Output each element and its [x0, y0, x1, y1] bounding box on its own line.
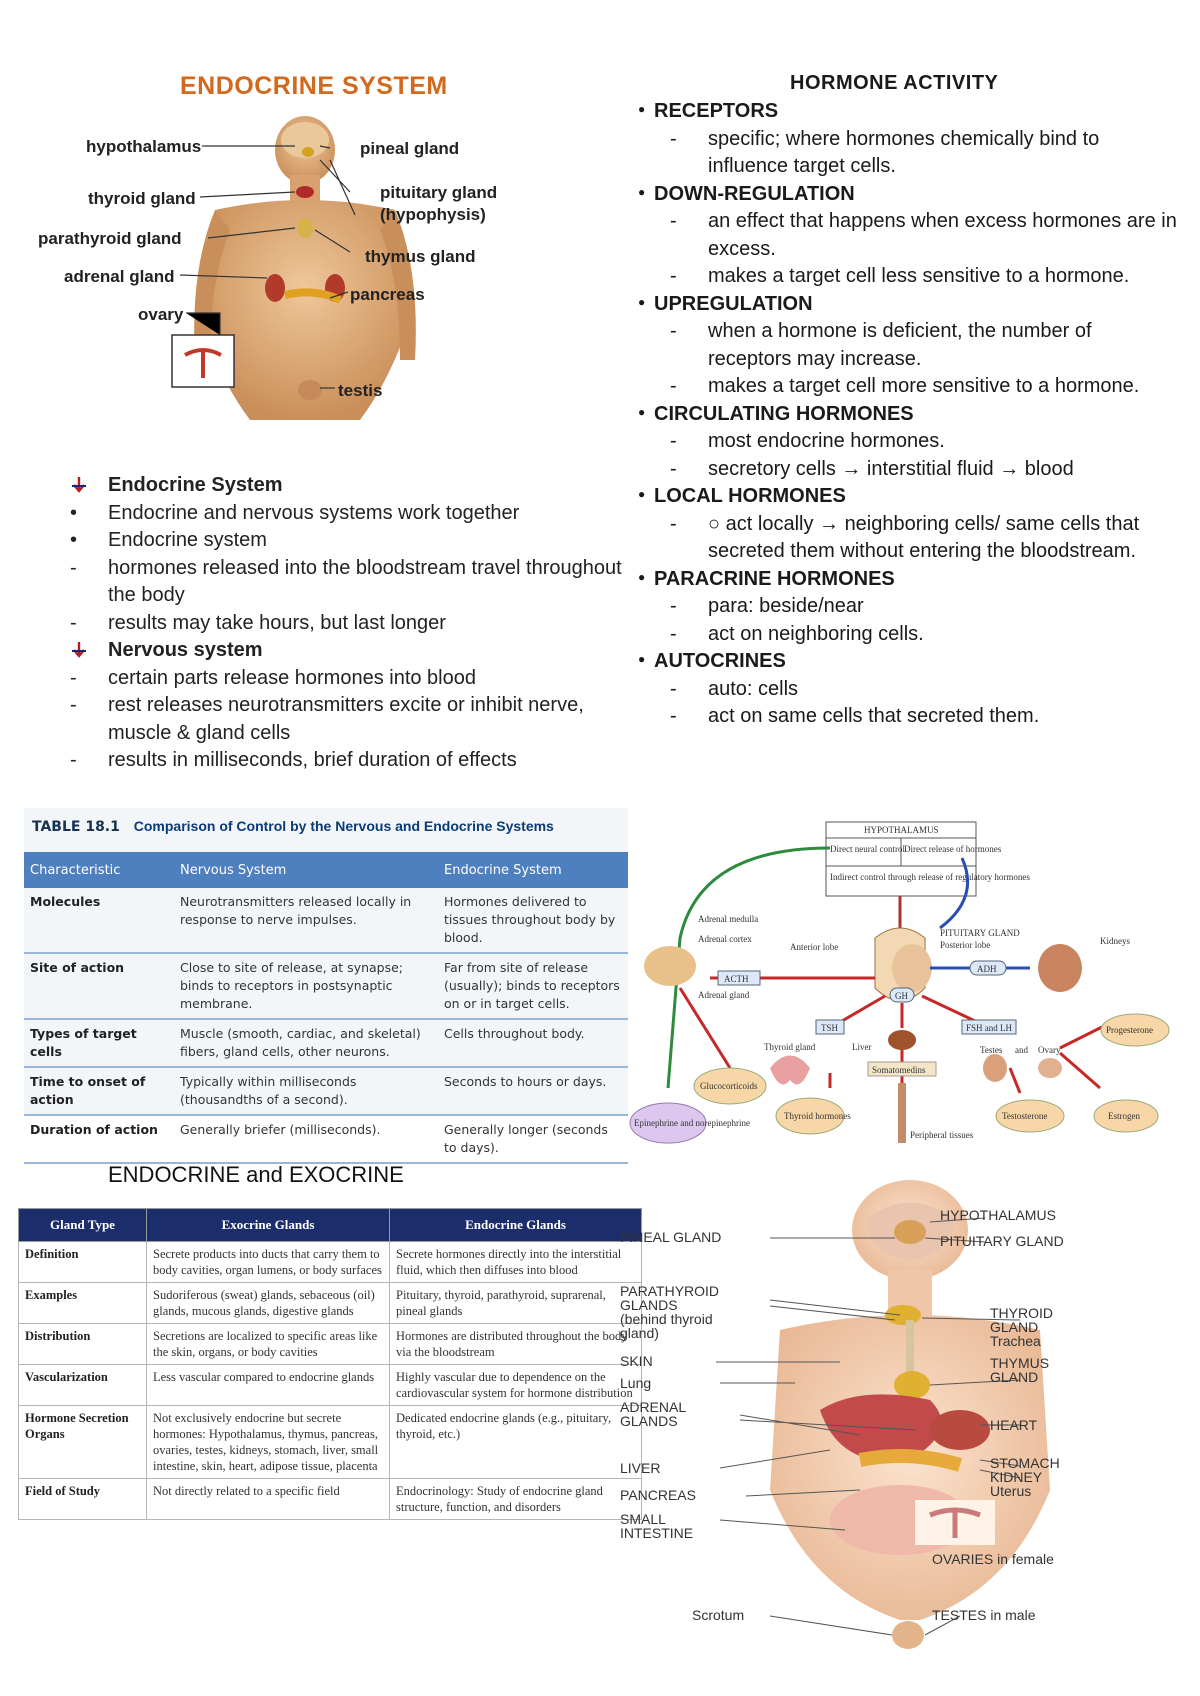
list-item-text: Endocrine system — [108, 529, 267, 551]
list-item — [638, 593, 1178, 621]
list-item-text: para: beside/near — [708, 595, 864, 617]
dash-marker: - — [70, 611, 77, 634]
label-thymus-gland: thymus gland — [365, 247, 476, 266]
label-adrenal-glands: GLANDS — [620, 1413, 678, 1429]
label-hypothalamus: HYPOTHALAMUS — [940, 1207, 1056, 1223]
label-liver: LIVER — [620, 1460, 661, 1476]
pituitary-control-diagram — [634, 818, 1188, 1170]
label-thyroid-gland: Thyroid gland — [764, 1042, 816, 1052]
header-cell: Gland Type — [19, 1209, 147, 1242]
table-cell: Not exclusively endocrine but secrete hormones: Hypothalamus, thymus, pancreas, ovaries, testes, kidneys, stomach, liver, small intestine, skin, heart, adipose tissue, placenta — [147, 1406, 390, 1479]
list-item-text: an effect that happens when excess hormones are in excess. — [708, 210, 1177, 260]
label-thymus: THYMUS — [990, 1355, 1050, 1371]
label-anterior-lobe: Anterior lobe — [790, 942, 839, 952]
list-item-text: certain parts release hormones into blood — [108, 666, 476, 689]
table-cell: Secrete hormones directly into the interstitial fluid, which then diffuses into blood — [390, 1242, 642, 1283]
label-thyroid-gland: GLAND — [990, 1319, 1039, 1335]
bullet-marker: • — [70, 501, 78, 524]
bullet-marker: • — [70, 529, 78, 551]
label-pineal-gland: PINEAL GLAND — [620, 1229, 722, 1245]
table-cell: Generally briefer (milliseconds). — [174, 1115, 438, 1163]
list-item — [70, 747, 630, 775]
section-heading — [638, 291, 1178, 319]
list-item — [638, 373, 1178, 401]
table-cell: Vascularization — [19, 1365, 147, 1406]
box-direct-release: Direct release of hormones — [904, 844, 1002, 854]
label-peripheral-tissues: Peripheral tissues — [910, 1130, 974, 1140]
section-title: AUTOCRINES — [654, 650, 786, 672]
endo-exo-table — [18, 1208, 642, 1520]
label-pituitary-gland: PITUITARY GLAND — [940, 928, 1020, 938]
list-item — [638, 511, 1178, 566]
list-item-text: hormones released into the bloodstream travel throughout the body — [108, 556, 622, 606]
dash-marker: - — [670, 457, 677, 480]
list-item — [70, 472, 630, 500]
label-adrenal-medulla: Adrenal medulla — [698, 914, 759, 924]
bullet-icon: ● — [638, 569, 646, 584]
label-gland: gland) — [620, 1325, 659, 1341]
dash-marker: - — [670, 320, 677, 342]
label-testis: testis — [338, 381, 383, 400]
list-item — [638, 428, 1178, 456]
table-row — [19, 1479, 642, 1520]
label-pancreas: pancreas — [350, 285, 425, 304]
label-adrenal: ADRENAL — [620, 1399, 687, 1415]
dash-marker: - — [70, 666, 77, 689]
header-cell: Endocrine Glands — [390, 1209, 642, 1242]
arrow-bullet-icon — [70, 637, 108, 665]
label-parathyroid-glands: GLANDS — [620, 1297, 678, 1313]
label-trachea: Trachea — [990, 1333, 1041, 1349]
label-acth: ACTH — [724, 974, 749, 984]
table-cell: Examples — [19, 1283, 147, 1324]
bullet-icon: ● — [638, 404, 646, 419]
section-title: DOWN-REGULATION — [654, 182, 855, 205]
header-cell: Nervous System — [174, 852, 438, 888]
table-cell: Seconds to hours or days. — [438, 1067, 628, 1115]
label-somatomedins: Somatomedins — [872, 1065, 926, 1075]
label-parathyroid: PARATHYROID — [620, 1283, 720, 1299]
table-cell: Close to site of release, at synapse; binds to receptors in postsynaptic membrane. — [174, 953, 438, 1019]
label-testes: Testes — [980, 1045, 1003, 1055]
list-item-text: makes a target cell less sensitive to a hormone. — [708, 265, 1130, 287]
table-cell: Muscle (smooth, cardiac, and skeletal) fibers, gland cells, other neurons. — [174, 1019, 438, 1067]
label-stomach: STOMACH — [990, 1455, 1060, 1471]
bullet-icon: ● — [638, 294, 646, 309]
dash-marker: - — [670, 622, 677, 645]
label-adrenal-cortex: Adrenal cortex — [698, 934, 752, 944]
label-pituitary-gland: pituitary gland — [380, 183, 498, 202]
label-heart: HEART — [990, 1417, 1038, 1433]
table-cell: Hormone Secretion Organs — [19, 1406, 147, 1479]
label-thyroid: THYROID — [990, 1305, 1053, 1321]
list-item — [638, 126, 1178, 181]
header-cell: Exocrine Glands — [147, 1209, 390, 1242]
label-small: SMALL — [620, 1511, 666, 1527]
header-cell: Endocrine System — [438, 852, 628, 888]
bullet-icon: ● — [638, 487, 646, 501]
list-item — [70, 500, 630, 528]
list-item-text: makes a target cell more sensitive to a hormone. — [708, 375, 1140, 397]
label-hypothalamus: hypothalamus — [86, 137, 202, 156]
list-item — [70, 555, 630, 610]
dash-marker: - — [670, 705, 677, 727]
table-row — [24, 953, 628, 1019]
list-item — [638, 456, 1178, 484]
table-cell: Types of target cells — [24, 1019, 174, 1067]
list-item-text: Endocrine System — [108, 474, 283, 496]
label-glucocorticoids: Glucocorticoids — [700, 1081, 758, 1091]
list-item — [70, 637, 630, 665]
section-heading — [638, 483, 1178, 511]
label-parathyroid-gland: parathyroid gland — [38, 229, 182, 248]
dash-marker: - — [670, 512, 677, 535]
hormone-activity-list — [638, 98, 1178, 731]
section-title: LOCAL HORMONES — [654, 485, 846, 507]
bullet-icon: ● — [638, 184, 646, 199]
list-item — [70, 610, 630, 638]
table-cell: Site of action — [24, 953, 174, 1019]
label-scrotum: Scrotum — [692, 1607, 745, 1623]
endocrine-nervous-list — [70, 472, 630, 775]
table-header-row — [24, 852, 628, 888]
list-item-text: Endocrine and nervous systems work together — [108, 501, 520, 524]
label-thyroid-hormones: Thyroid hormones — [784, 1111, 851, 1121]
label-kidney: KIDNEY — [990, 1469, 1043, 1485]
label-and: and — [1015, 1045, 1028, 1055]
list-item-text: ○ act locally → neighboring cells/ same cells that secreted them without entering the bloodstream. — [708, 512, 1140, 562]
list-item — [70, 692, 630, 747]
list-item — [70, 527, 630, 555]
label-pituitary-gland: PITUITARY GLAND — [940, 1233, 1064, 1249]
table-cell: Definition — [19, 1242, 147, 1283]
label-small-intestine: INTESTINE — [620, 1525, 694, 1541]
body-organs-figure — [620, 1190, 1200, 1660]
table-header-row — [19, 1209, 642, 1242]
comparison-table-18-1 — [24, 808, 628, 1155]
label-adrenal-gland: Adrenal gland — [698, 990, 750, 1000]
table-cell: Neurotransmitters released locally in response to nerve impulses. — [174, 888, 438, 953]
section-title: UPREGULATION — [654, 292, 813, 315]
label-kidneys: Kidneys — [1100, 936, 1130, 946]
label-lung: Lung — [620, 1375, 652, 1391]
label-thyroid-gland: thyroid gland — [88, 189, 196, 208]
table-row — [24, 1067, 628, 1115]
label-posterior-lobe: Posterior lobe — [940, 940, 991, 950]
label-ovary: Ovary — [1038, 1045, 1061, 1055]
list-item — [638, 263, 1178, 291]
arrow-bullet-icon — [70, 472, 108, 500]
table-cell: Not directly related to a specific field — [147, 1479, 390, 1520]
label-behind-thyroid: (behind thyroid — [620, 1311, 713, 1327]
list-item — [638, 676, 1178, 704]
table-cell: Hormones are distributed throughout the body via the bloodstream — [390, 1324, 642, 1365]
label-gh: GH — [895, 991, 908, 1001]
table-row — [19, 1283, 642, 1324]
table-cell: Distribution — [19, 1324, 147, 1365]
table-cell: Far from site of release (usually); binds to receptors on or in target cells. — [438, 953, 628, 1019]
bullet-icon: ● — [638, 652, 646, 666]
list-item-text: rest releases neurotransmitters excite or inhibit nerve, muscle & gland cells — [108, 694, 584, 744]
label-pancreas: PANCREAS — [620, 1487, 696, 1503]
table-cell: Duration of action — [24, 1115, 174, 1163]
dash-marker: - — [70, 749, 77, 771]
dash-marker: - — [670, 265, 677, 287]
section-heading — [638, 401, 1178, 429]
table-cell: Cells throughout body. — [438, 1019, 628, 1067]
label-adrenal-gland: adrenal gland — [64, 267, 175, 286]
dash-marker: - — [70, 694, 77, 716]
table-cell: Molecules — [24, 888, 174, 953]
section-heading — [638, 566, 1178, 594]
list-item — [70, 665, 630, 693]
label-fsh-lh: FSH and LH — [966, 1023, 1013, 1033]
table-cell: Typically within milliseconds (thousandths of a second). — [174, 1067, 438, 1115]
header-cell: Characteristic — [24, 852, 174, 888]
section-title: PARACRINE HORMONES — [654, 567, 895, 590]
table-caption — [32, 818, 554, 835]
table-cell: Endocrinology: Study of endocrine gland structure, function, and disorders — [390, 1479, 642, 1520]
list-item-text: most endocrine hormones. — [708, 430, 945, 452]
page-title: ENDOCRINE SYSTEM — [180, 72, 448, 100]
label-testes: TESTES in male — [932, 1607, 1036, 1623]
list-item — [638, 318, 1178, 373]
table-row — [19, 1324, 642, 1365]
label-tsh: TSH — [821, 1023, 839, 1033]
label-epinephrine: Epinephrine and norepinephrine — [634, 1118, 750, 1128]
list-item-text: Nervous system — [108, 639, 263, 661]
table-cell: Secretions are localized to specific areas like the skin, organs, or body cavities — [147, 1324, 390, 1365]
label-skin: SKIN — [620, 1353, 653, 1369]
box-direct-neural: Direct neural control — [830, 844, 905, 854]
bullet-icon: ● — [638, 102, 646, 116]
hormone-activity-heading: HORMONE ACTIVITY — [790, 72, 999, 94]
table-row — [19, 1365, 642, 1406]
label-ovary: ovary — [138, 305, 184, 324]
label-pineal-gland: pineal gland — [360, 139, 460, 158]
table-cell: Generally longer (seconds to days). — [438, 1115, 628, 1163]
section-heading — [638, 181, 1178, 209]
hypothalamus-box-title: HYPOTHALAMUS — [864, 825, 939, 835]
table-row — [19, 1406, 642, 1479]
table-row — [19, 1242, 642, 1283]
dash-marker: - — [670, 430, 677, 452]
dash-marker: - — [670, 595, 677, 617]
list-item — [638, 703, 1178, 731]
table-caption-text: Comparison of Control by the Nervous and Endocrine Systems — [133, 818, 554, 834]
comparison-table — [24, 852, 628, 1164]
list-item-text: act on same cells that secreted them. — [708, 705, 1040, 727]
table-cell: Dedicated endocrine glands (e.g., pituitary, thyroid, etc.) — [390, 1406, 642, 1479]
section-heading — [638, 648, 1178, 676]
section-heading — [638, 98, 1178, 126]
list-item — [638, 621, 1178, 649]
label-uterus: Uterus — [990, 1483, 1032, 1499]
table-row — [24, 1115, 628, 1163]
list-item — [638, 208, 1178, 263]
table-cell: Sudoriferous (sweat) glands, sebaceous (oil) glands, mucous glands, digestive glands — [147, 1283, 390, 1324]
list-item-text: act on neighboring cells. — [708, 622, 924, 645]
list-item-text: secretory cells → interstitial fluid → blood — [708, 457, 1074, 480]
list-item-text: results in milliseconds, brief duration of effects — [108, 749, 517, 771]
table-number: TABLE 18.1 — [32, 819, 120, 835]
list-item-text: auto: cells — [708, 677, 799, 700]
label-thymus-gland: GLAND — [990, 1369, 1039, 1385]
dash-marker: - — [70, 556, 77, 579]
dash-marker: - — [670, 210, 677, 232]
section-title: RECEPTORS — [654, 100, 779, 122]
box-indirect-control: Indirect control through release of regulatory hormones — [830, 872, 1030, 882]
table-cell: Hormones delivered to tissues throughout body by blood. — [438, 888, 628, 953]
table-cell: Less vascular compared to endocrine glands — [147, 1365, 390, 1406]
endocrine-glands-figure — [30, 120, 590, 450]
dash-marker: - — [670, 677, 677, 700]
label-testosterone: Testosterone — [1002, 1111, 1048, 1121]
label-adh: ADH — [977, 964, 997, 974]
list-item-text: when a hormone is deficient, the number of receptors may increase. — [708, 320, 1092, 370]
table-cell: Highly vascular due to dependence on the cardiovascular system for hormone distribution — [390, 1365, 642, 1406]
list-item-text: specific; where hormones chemically bind to influence target cells. — [708, 127, 1100, 177]
endo-exo-title: ENDOCRINE and EXOCRINE — [108, 1162, 404, 1187]
table-row — [24, 888, 628, 953]
label-hypophysis: (hypophysis) — [380, 205, 486, 224]
table-cell: Time to onset of action — [24, 1067, 174, 1115]
table-cell: Pituitary, thyroid, parathyroid, suprarenal, pineal glands — [390, 1283, 642, 1324]
table-cell: Secrete products into ducts that carry them to body cavities, organ lumens, or body surfaces — [147, 1242, 390, 1283]
label-liver: Liver — [852, 1042, 872, 1052]
list-item-text: results may take hours, but last longer — [108, 611, 446, 634]
label-ovaries: OVARIES in female — [932, 1551, 1054, 1567]
dash-marker: - — [670, 375, 677, 397]
label-estrogen: Estrogen — [1108, 1111, 1140, 1121]
label-progesterone: Progesterone — [1106, 1025, 1153, 1035]
table-row — [24, 1019, 628, 1067]
table-cell: Field of Study — [19, 1479, 147, 1520]
dash-marker: - — [670, 127, 677, 150]
section-title: CIRCULATING HORMONES — [654, 402, 914, 425]
